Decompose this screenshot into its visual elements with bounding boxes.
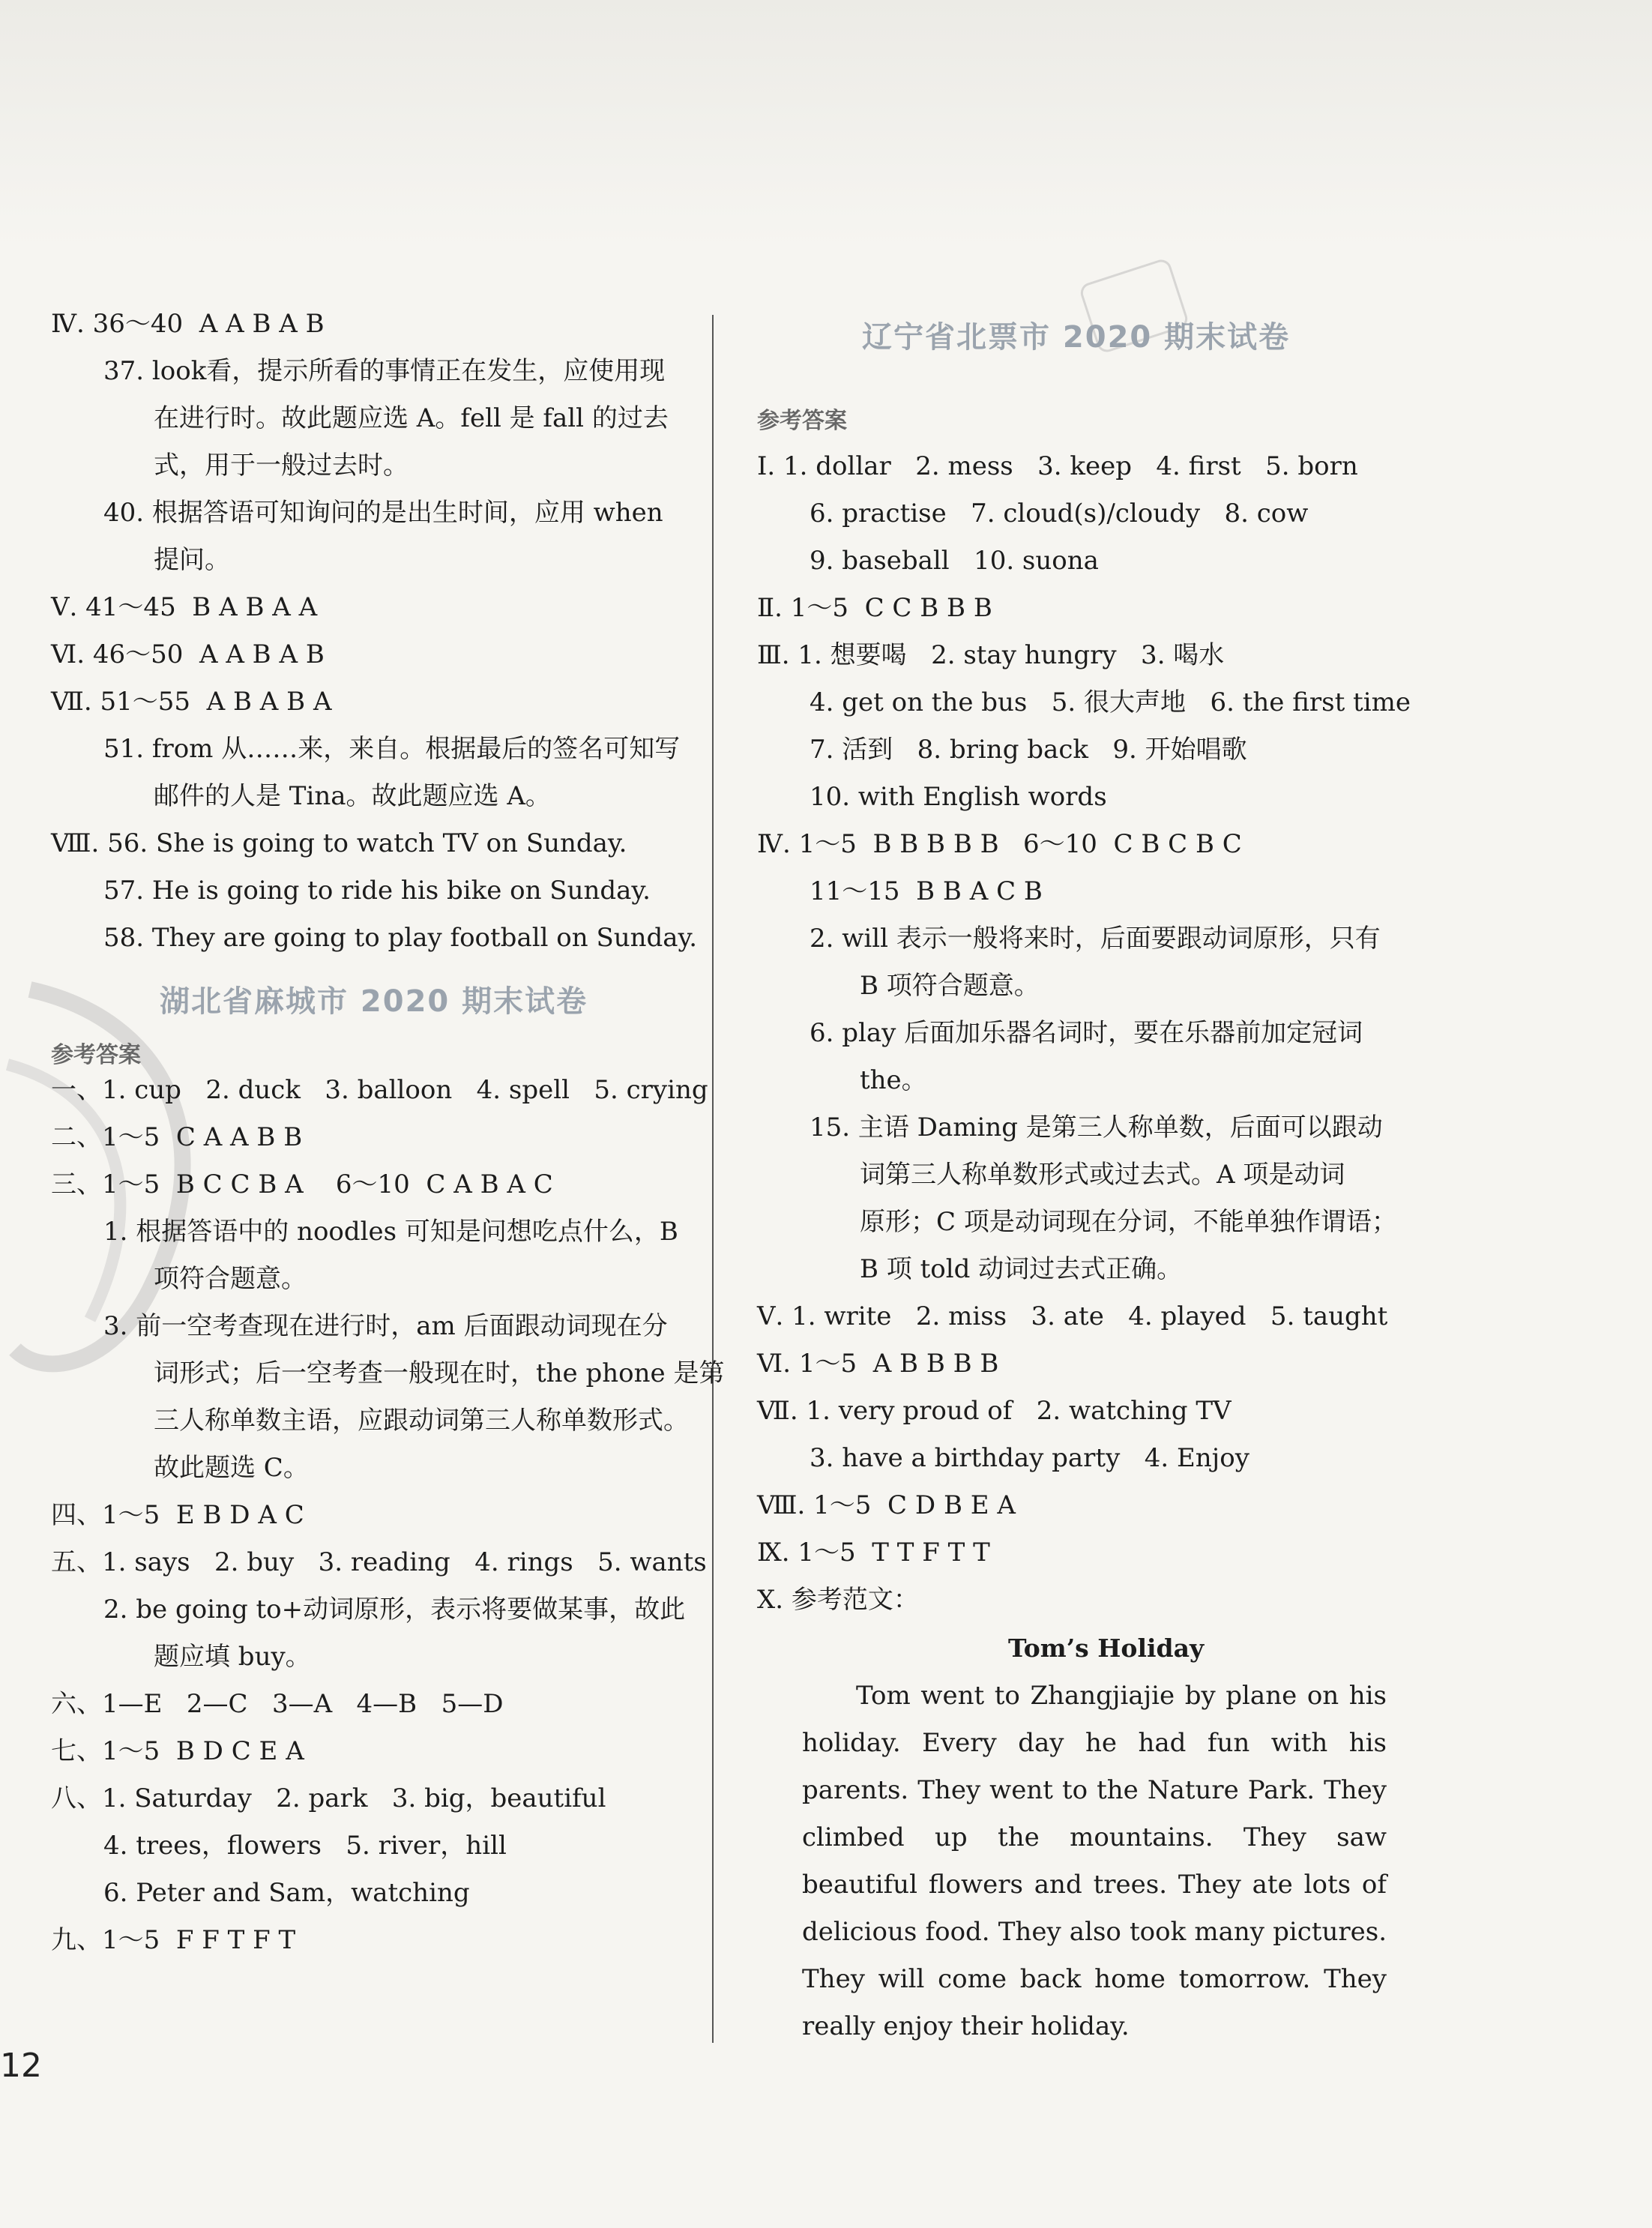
answer-line: 9. baseball 10. suona <box>810 546 1099 576</box>
answer-line: 6. practise 7. cloud(s)/cloudy 8. cow <box>810 499 1309 529</box>
essay-body: Tom went to Zhangjiajie by plane on his holiday. Every day he had fun with his parents. They went to the Nature Park. They climbed up the mountains. They saw beautiful flowers and trees. They ate lots of delicious food. They also took many pictures. They will come back home tomorrow. They really enjoy their holiday. <box>802 1681 1387 2041</box>
answer-line: Ⅵ. 1～5 A B B B B <box>757 1349 999 1379</box>
answer-line: Ⅷ. 1～5 C D B E A <box>757 1490 1016 1520</box>
page-number: 12 <box>0 2047 42 2085</box>
answer-line: 三、1～5 B C C B A 6～10 C A B A C <box>51 1169 553 1199</box>
answer-line: 词形式；后一空考查一般现在时，the phone 是第 <box>154 1358 725 1388</box>
page-top-shade <box>0 0 1652 247</box>
answer-line: B 项符合题意。 <box>860 971 1040 1001</box>
answer-line: 10. with English words <box>810 782 1107 812</box>
answer-line: 2. be going to+动词原形，表示将要做某事，故此 <box>103 1595 686 1625</box>
answer-line: 九、1～5 F F T F T <box>51 1925 296 1955</box>
answer-line: 37. look看，提示所看的事情正在发生，应使用现 <box>103 356 666 386</box>
answer-line: 4. trees，flowers 5. river，hill <box>103 1831 507 1861</box>
answer-line: 三人称单数主语，应跟动词第三人称单数形式。 <box>154 1406 689 1436</box>
essay-title: Tom’s Holiday <box>1008 1634 1205 1663</box>
answer-line: Ⅴ. 1. write 2. miss 3. ate 4. played 5. taught <box>757 1301 1388 1331</box>
answer-line: 四、1～5 E B D A C <box>51 1500 304 1530</box>
answer-line: 式，用于一般过去时。 <box>154 451 409 481</box>
answer-line: Ⅴ. 41～45 B A B A A <box>51 592 318 622</box>
answer-line: 题应填 buy。 <box>154 1642 311 1672</box>
answer-line: 7. 活到 8. bring back 9. 开始唱歌 <box>810 735 1247 765</box>
answer-line: 57. He is going to ride his bike on Sunday. <box>103 876 651 906</box>
answer-line: 词第三人称单数形式或过去式。A 项是动词 <box>860 1160 1345 1190</box>
answer-line: 1. 根据答语中的 noodles 可知是问想吃点什么，B <box>103 1217 678 1247</box>
answer-line: 在进行时。故此题应选 A。fell 是 fall 的过去 <box>154 403 669 433</box>
answer-line: 五、1. says 2. buy 3. reading 4. rings 5. wants <box>51 1547 707 1577</box>
answer-line: 3. have a birthday party 4. Enjoy <box>810 1443 1249 1473</box>
answer-line: 40. 根据答语可知询问的是出生时间，应用 when <box>103 498 663 528</box>
section-heading: 辽宁省北票市 2020 期末试卷 <box>862 320 1291 355</box>
answer-line: Ⅳ. 36～40 A A B A B <box>51 309 325 339</box>
answer-line: Ⅲ. 1. 想要喝 2. stay hungry 3. 喝水 <box>757 640 1225 670</box>
answer-line: Ⅹ. 参考范文： <box>757 1585 919 1615</box>
answer-line: 原形；C 项是动词现在分词，不能单独作谓语； <box>860 1207 1397 1237</box>
answer-line: Ⅱ. 1～5 C C B B B <box>757 593 992 623</box>
answer-line: Ⅸ. 1～5 T T F T T <box>757 1538 990 1568</box>
answer-line: 6. play 后面加乐器名词时，要在乐器前加定冠词 <box>810 1018 1363 1048</box>
answer-line: Ⅶ. 51～55 A B A B A <box>51 687 332 717</box>
answer-line: 二、1～5 C A A B B <box>51 1122 303 1152</box>
answer-line: 51. from 从……来，来自。根据最后的签名可知写 <box>103 734 681 764</box>
answer-line: 故此题选 C。 <box>154 1453 309 1483</box>
column-divider <box>712 315 714 2043</box>
answer-line: the。 <box>860 1065 927 1095</box>
answer-key-label: 参考答案 <box>51 1042 141 1068</box>
answer-line: B 项 told 动词过去式正确。 <box>860 1254 1183 1284</box>
answer-key-label: 参考答案 <box>757 408 847 434</box>
answer-line: 一、1. cup 2. duck 3. balloon 4. spell 5. crying <box>51 1075 708 1105</box>
answer-line: 八、1. Saturday 2. park 3. big，beautiful <box>51 1783 606 1813</box>
answer-line: 六、1—E 2—C 3—A 4—B 5—D <box>51 1689 504 1719</box>
answer-line: 11～15 B B A C B <box>810 876 1043 906</box>
answer-line: Ⅶ. 1. very proud of 2. watching TV <box>757 1396 1232 1426</box>
answer-line: 七、1～5 B D C E A <box>51 1736 304 1766</box>
answer-line: 提问。 <box>154 545 230 575</box>
answer-line: Ⅰ. 1. dollar 2. mess 3. keep 4. first 5. born <box>757 451 1358 481</box>
answer-line: 2. will 表示一般将来时，后面要跟动词原形，只有 <box>810 924 1381 954</box>
answer-line: Ⅷ. 56. She is going to watch TV on Sunday. <box>51 828 627 858</box>
answer-line: Ⅵ. 46～50 A A B A B <box>51 639 325 669</box>
answer-line: 6. Peter and Sam，watching <box>103 1878 470 1908</box>
answer-line: 15. 主语 Daming 是第三人称单数，后面可以跟动 <box>810 1113 1383 1142</box>
answer-line: Ⅳ. 1～5 B B B B B 6～10 C B C B C <box>757 829 1242 859</box>
answer-line: 58. They are going to play football on Sunday. <box>103 923 698 953</box>
section-heading: 湖北省麻城市 2020 期末试卷 <box>160 984 588 1019</box>
answer-line: 项符合题意。 <box>154 1264 307 1294</box>
answer-line: 3. 前一空考查现在进行时，am 后面跟动词现在分 <box>103 1311 668 1341</box>
answer-line: 邮件的人是 Tina。故此题应选 A。 <box>154 781 551 811</box>
answer-line: 4. get on the bus 5. 很大声地 6. the first time <box>810 687 1411 717</box>
